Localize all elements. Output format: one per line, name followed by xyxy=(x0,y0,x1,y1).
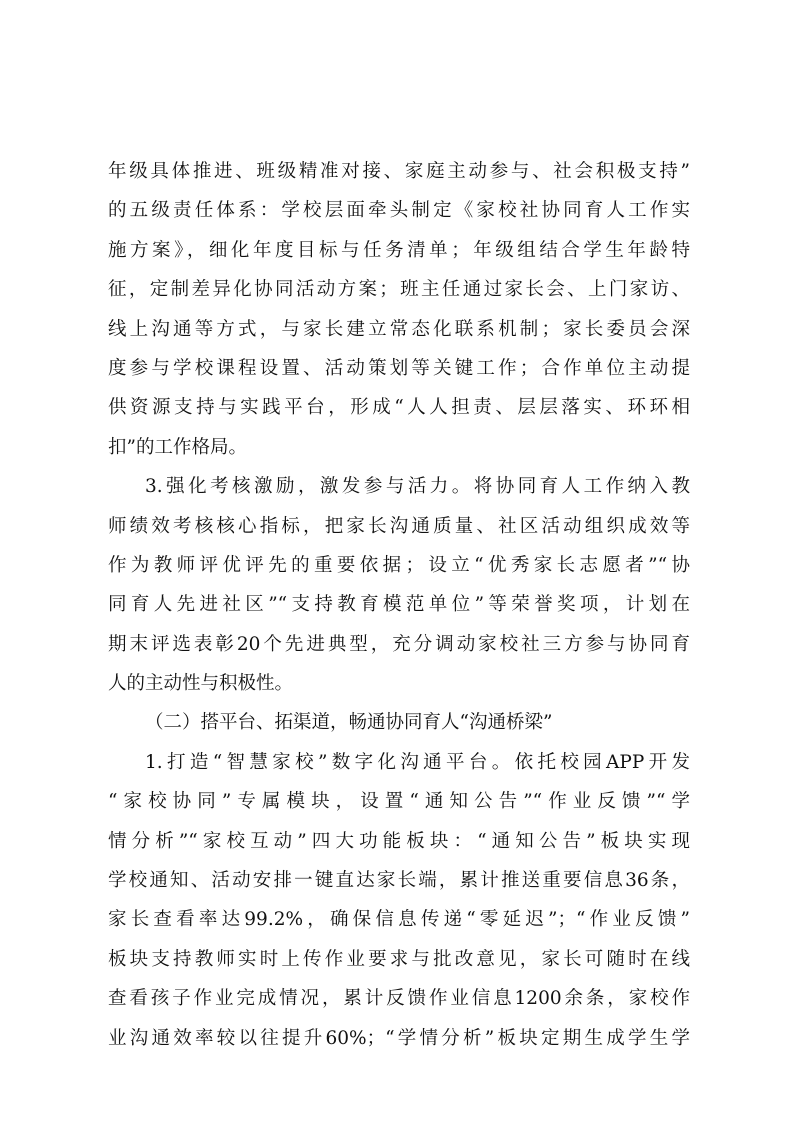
section-heading xyxy=(108,703,690,742)
paragraph-smart-platform xyxy=(108,743,690,1058)
text-line: 师绩效考核核心指标，把家长沟通质量、社区活动组织成效等 xyxy=(108,515,690,537)
text-line: 情分析”“家校互动”四大功能板块：“通知公告”板块实现 xyxy=(108,830,690,852)
text-line: 同育人先进社区”“支持教育模范单位”等荣誉奖项，计划在 xyxy=(108,594,690,616)
paragraph-responsibility-system xyxy=(108,152,690,467)
text-line: 线上沟通等方式，与家长建立常态化联系机制；家长委员会深 xyxy=(108,318,690,340)
text-line: 度参与学校课程设置、活动策划等关键工作；合作单位主动提 xyxy=(108,357,690,379)
text-line: 征，定制差异化协同活动方案；班主任通过家长会、上门家访、 xyxy=(108,279,690,301)
text-line: 年级具体推进、班级精准对接、家庭主动参与、社会积极支持” xyxy=(108,161,690,182)
text-line: “家校协同”专属模块，设置“通知公告”“作业反馈”“学 xyxy=(108,791,690,813)
heading-line: （二）搭平台、拓渠道，畅通协同育人“沟通桥梁” xyxy=(145,712,553,734)
text-line: 查看孩子作业完成情况，累计反馈作业信息1200余条，家校作 xyxy=(108,988,690,1010)
text-line: 板块支持教师实时上传作业要求与批改意见，家长可随时在线 xyxy=(108,948,690,970)
text-line: 家长查看率达99.2%，确保信息传递“零延迟”；“作业反馈” xyxy=(108,909,690,931)
text-line: 1.打造“智慧家校”数字化沟通平台。依托校园APP开发 xyxy=(145,751,690,773)
document-body xyxy=(108,152,690,1058)
text-line: 业沟通效率较以往提升60%；“学情分析”板块定期生成学生学 xyxy=(108,1027,690,1049)
text-line: 学校通知、活动安排一键直达家长端，累计推送重要信息36条， xyxy=(108,870,690,892)
text-line: 施方案》，细化年度目标与任务清单；年级组结合学生年龄特 xyxy=(108,239,690,261)
text-line: 供资源支持与实践平台，形成“人人担责、层层落实、环环相 xyxy=(108,397,690,419)
text-line: 扣”的工作格局。 xyxy=(108,436,247,458)
text-line: 期末评选表彰20个先进典型，充分调动家校社三方参与协同育 xyxy=(108,633,690,655)
text-line: 作为教师评优评先的重要依据；设立“优秀家长志愿者”“协 xyxy=(108,554,690,576)
text-line: 的五级责任体系：学校层面牵头制定《家校社协同育人工作实 xyxy=(108,200,690,222)
text-line: 人的主动性与积极性。 xyxy=(108,673,294,695)
text-line: 3.强化考核激励，激发参与活力。将协同育人工作纳入教 xyxy=(145,476,690,498)
paragraph-assessment-incentives xyxy=(108,467,690,703)
